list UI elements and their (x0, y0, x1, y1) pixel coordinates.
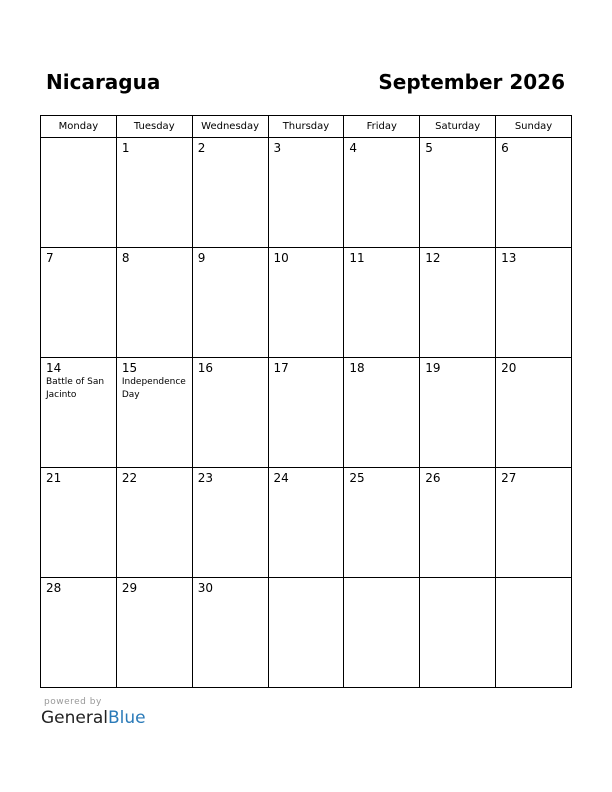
day-number: 24 (273, 471, 289, 485)
day-cell (420, 358, 496, 468)
day-cell (116, 468, 192, 578)
day-cell (420, 468, 496, 578)
day-cell (496, 358, 572, 468)
day-number: 22 (121, 471, 138, 485)
day-cell (192, 468, 268, 578)
day-cell (344, 578, 420, 688)
calendar-grid (40, 115, 572, 688)
day-cell (420, 138, 496, 248)
weekday-header: Saturday (420, 116, 496, 138)
weekday-header-row (41, 116, 572, 138)
weekday-header: Monday (41, 116, 117, 138)
day-cell (344, 138, 420, 248)
week-row (41, 468, 572, 578)
day-number: 25 (349, 471, 365, 485)
week-row (41, 578, 572, 688)
day-cell (268, 358, 344, 468)
day-number: 6 (501, 141, 509, 155)
day-number: 23 (197, 471, 213, 485)
day-cell (268, 468, 344, 578)
day-cell (496, 578, 572, 688)
day-number: 29 (121, 581, 138, 595)
day-cell (41, 578, 117, 688)
day-number: 4 (349, 141, 358, 155)
day-cell (41, 358, 117, 468)
weekday-header: Thursday (268, 116, 344, 138)
day-number: 30 (197, 581, 213, 595)
day-cell (268, 578, 344, 688)
day-number: 28 (46, 581, 62, 595)
day-number: 21 (46, 471, 62, 485)
day-number: 16 (197, 361, 213, 375)
day-cell (192, 138, 268, 248)
day-cell (496, 468, 572, 578)
day-number: 27 (501, 471, 517, 485)
day-number: 8 (121, 251, 130, 265)
day-cell (268, 248, 344, 358)
brand-blue: Blue (108, 708, 146, 728)
day-number: 20 (501, 361, 517, 375)
day-cell (496, 248, 572, 358)
day-cell (116, 578, 192, 688)
day-cell (344, 468, 420, 578)
day-cell (116, 358, 192, 468)
day-number: 11 (349, 251, 365, 265)
weekday-header: Friday (344, 116, 420, 138)
day-number: 17 (273, 361, 289, 375)
week-row (41, 358, 572, 468)
day-cell (420, 248, 496, 358)
day-cell (41, 138, 117, 248)
day-number: 19 (425, 361, 441, 375)
day-cell (268, 138, 344, 248)
day-cell (192, 358, 268, 468)
day-number: 13 (501, 251, 517, 265)
month-title: September 2026 (378, 70, 565, 94)
day-cell (116, 248, 192, 358)
country-title: Nicaragua (46, 70, 161, 94)
day-number: 1 (121, 141, 130, 155)
weekday-header: Sunday (496, 116, 572, 138)
day-number: 14 (46, 361, 62, 375)
day-cell (344, 358, 420, 468)
day-number: 18 (349, 361, 365, 375)
day-number: 26 (425, 471, 441, 485)
day-cell (116, 138, 192, 248)
day-cell (192, 578, 268, 688)
day-number: 2 (197, 141, 206, 155)
weekday-header: Tuesday (116, 116, 192, 138)
holiday-label: Battle of San Jacinto (46, 377, 105, 400)
day-cell (344, 248, 420, 358)
week-row (41, 248, 572, 358)
powered-by-label: powered by (44, 697, 102, 707)
day-cell (420, 578, 496, 688)
day-number: 3 (273, 141, 282, 155)
day-number: 10 (273, 251, 289, 265)
day-number: 7 (46, 251, 54, 265)
generalblue-logo[interactable] (41, 708, 146, 728)
week-row (41, 138, 572, 248)
day-number: 5 (425, 141, 433, 155)
day-cell (496, 138, 572, 248)
holiday-label: Independence Day (121, 377, 186, 400)
brand-general: General (41, 708, 108, 728)
day-number: 15 (121, 361, 138, 375)
day-cell (41, 468, 117, 578)
day-number: 9 (197, 251, 206, 265)
weekday-header: Wednesday (192, 116, 268, 138)
day-cell (192, 248, 268, 358)
day-number: 12 (425, 251, 441, 265)
day-cell (41, 248, 117, 358)
